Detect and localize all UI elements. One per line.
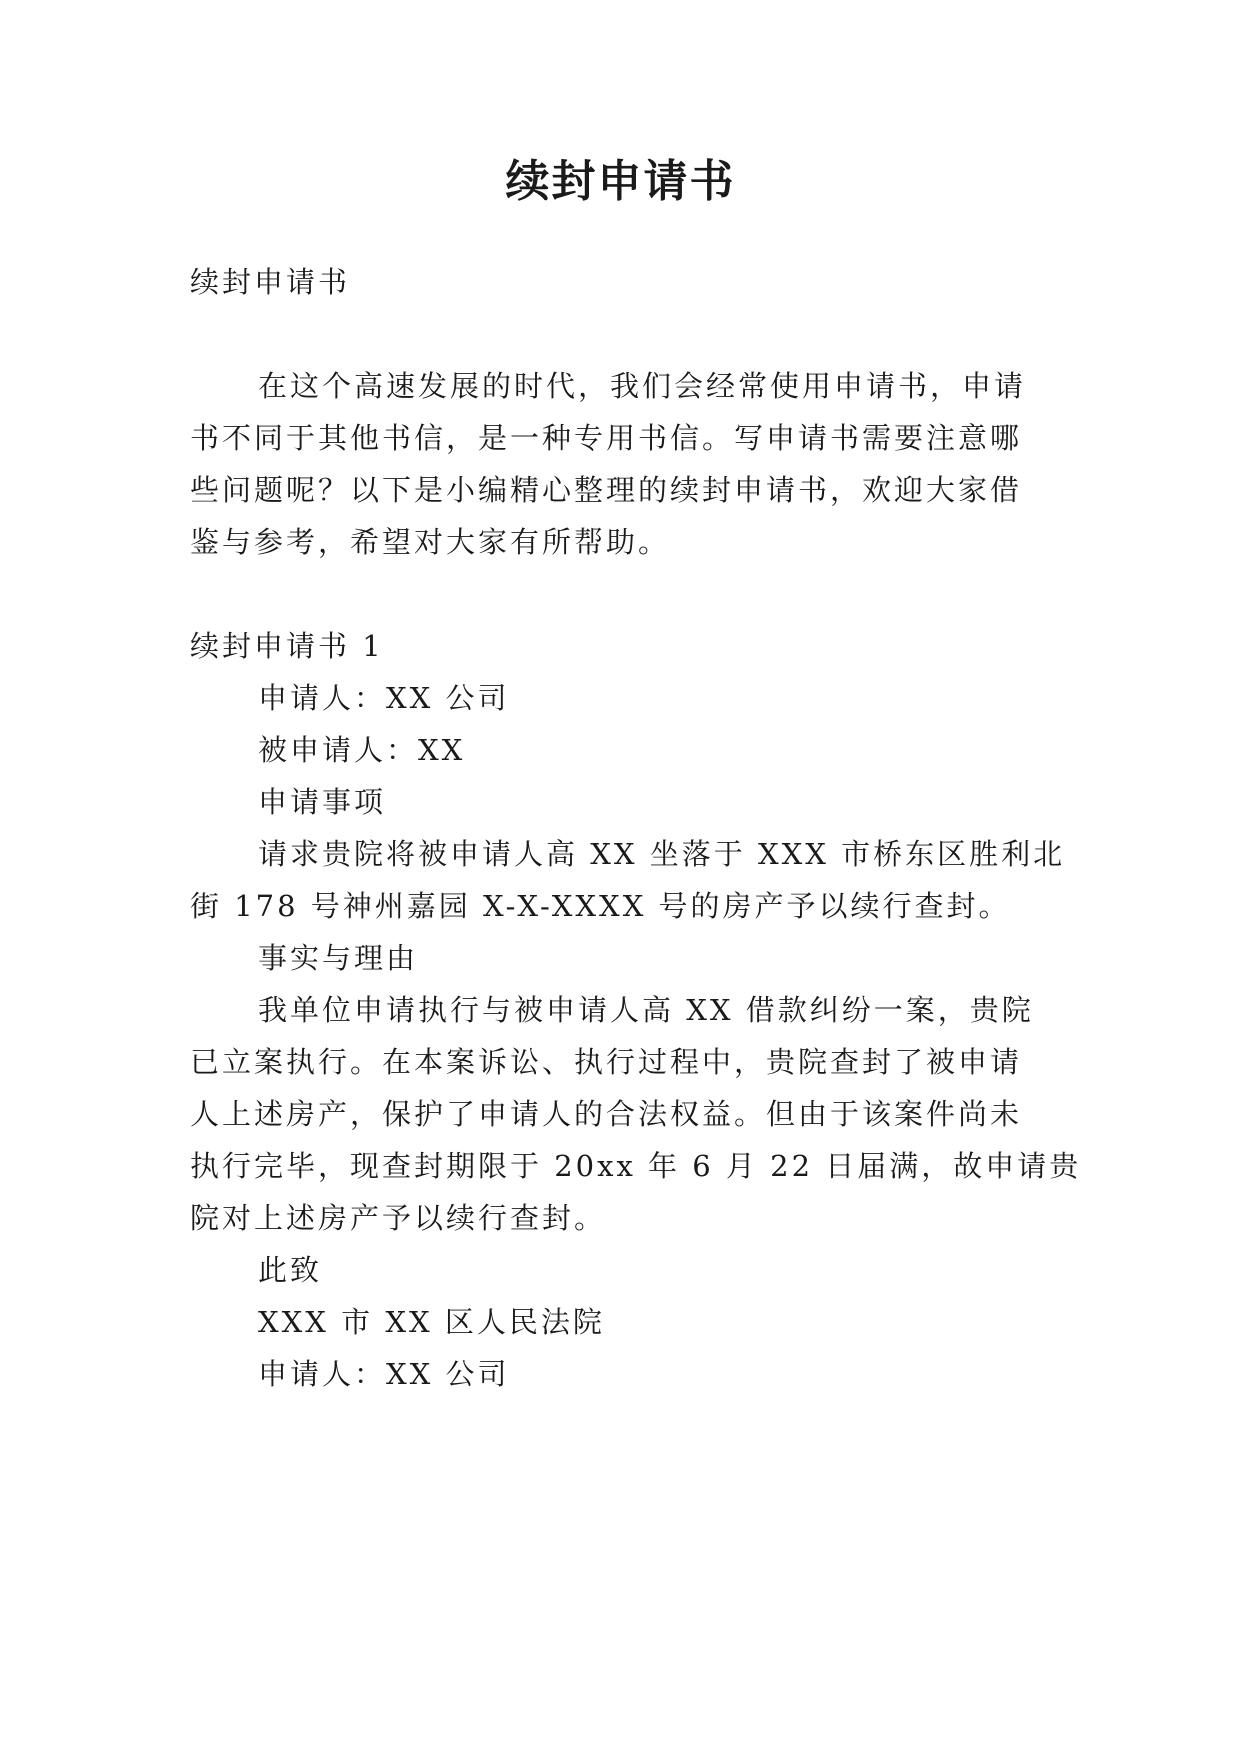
salutation: 此致	[258, 1253, 323, 1287]
document-title: 续封申请书	[505, 156, 736, 207]
matters-line-2: 街 178 号神州嘉园 X-X-XXXX 号的房产予以续行查封。	[190, 889, 1011, 923]
intro-line-2: 书不同于其他书信，是一种专用书信。写申请书需要注意哪	[190, 421, 1023, 455]
facts-line-1: 我单位申请执行与被申请人高 XX 借款纠纷一案，贵院	[258, 993, 1034, 1027]
signature-applicant: 申请人：XX 公司	[258, 1357, 510, 1391]
intro-line-4: 鉴与参考，希望对大家有所帮助。	[190, 525, 671, 559]
respondent-line: 被申请人：XX	[258, 733, 466, 767]
intro-line-1: 在这个高速发展的时代，我们会经常使用申请书，申请	[258, 369, 1027, 403]
facts-line-2: 已立案执行。在本案诉讼、执行过程中，贵院查封了被申请	[190, 1045, 1023, 1079]
matters-heading: 申请事项	[258, 785, 387, 819]
matters-line-1: 请求贵院将被申请人高 XX 坐落于 XXX 市桥东区胜利北	[258, 837, 1066, 871]
document-subtitle: 续封申请书	[190, 265, 351, 299]
intro-line-3: 些问题呢？以下是小编精心整理的续封申请书，欢迎大家借	[190, 473, 1023, 507]
facts-line-5: 院对上述房产予以续行查封。	[190, 1201, 607, 1235]
section-heading: 续封申请书 1	[190, 629, 384, 663]
facts-line-4: 执行完毕，现查封期限于 20xx 年 6 月 22 日届满，故申请贵	[190, 1149, 1082, 1183]
facts-line-3: 人上述房产，保护了申请人的合法权益。但由于该案件尚未	[190, 1097, 1023, 1131]
applicant-line: 申请人：XX 公司	[258, 681, 510, 715]
facts-heading: 事实与理由	[258, 941, 419, 975]
court-name: XXX 市 XX 区人民法院	[258, 1305, 605, 1339]
